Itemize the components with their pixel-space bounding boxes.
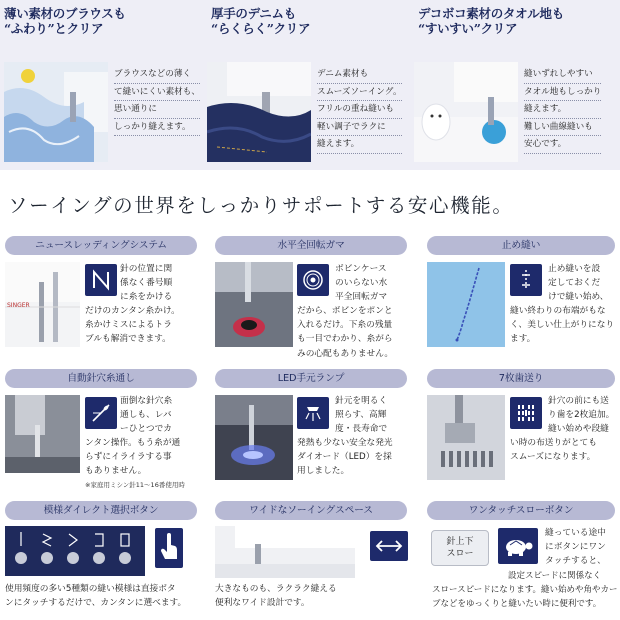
threading-text-line: ブルも解消できます。 [85,334,171,345]
pattern-select-text-line: 使用頻度の多い5種類の縫い模様は直接ボタ [5,584,176,594]
denim-text-line: 縫えます。 [317,136,402,154]
slow-button-face [431,530,489,566]
needle-threader-icon [85,397,117,429]
threading-text-line: 糸かけミスによるトラ [85,320,172,331]
threading-text-line: だけのカンタン糸かけ。 [85,306,180,316]
needle-threader-text-line: ンタン操作。もう糸が通 [85,438,181,448]
needle-threader-text-line: らずにイライラする事 [85,452,172,463]
lock-stitch-text-line: 定しておくだ [548,278,601,289]
bobbin-text-line: だから、ボビンをポンと [297,306,393,316]
feature-label-feed-dogs: 7枚歯送り [427,369,615,388]
wide-space-text-line: 大きなものも、ラクラク縫える [215,584,337,594]
blouse-text-line: ブラウスなどの薄く [114,66,200,84]
slow-button-text [545,526,606,569]
denim-title-line1: 厚手のデニムも [211,6,296,21]
denim-text-line: デニム素材も [317,66,402,84]
denim-text-line: フリルの重ね縫いも [317,101,402,119]
feed-dogs-text-line: り歯を2枚追加。 [548,410,615,421]
lock-stitch-text-line: ます。 [510,334,536,345]
lock-stitch-text-wide [510,304,614,347]
threading-n-icon [85,264,117,296]
pattern-select-text [5,582,186,610]
blouse-title-line1: 薄い素材のブラウスも [4,6,126,21]
denim-text [317,66,402,154]
bobbin-icon [297,264,329,296]
threading-text-line: 係なく番号順 [120,278,173,289]
bobbin-text-line: みの心配もありません。 [297,348,394,359]
towel-text-line: 縫えます。 [524,101,601,119]
bobbin-text [335,262,387,305]
led-text-line: 照らす、高輝 [335,410,387,421]
denim-text-line: 軽い調子でラクに [317,119,402,137]
led-text-line: ダイオード（LED）を採 [297,452,392,463]
towel-text-line: 難しい曲線縫いも [524,119,601,137]
slow-button-photo [427,526,495,571]
feed-dogs-text-line: い時の布送りがとても [510,438,597,448]
led-text-line: 針元を明るく [335,396,388,406]
feature-label-slow-button: ワンタッチスローボタン [427,501,615,520]
led-text-line: 用しました。 [297,466,350,477]
blouse-text-line: 思い通りに [114,101,200,119]
denim-title [211,6,310,36]
bobbin-photo [215,262,293,347]
blouse-text-line: しっかり縫えます。 [114,119,200,137]
led-photo [215,395,293,480]
needle-threader-text-line: ーひとつでカ [120,424,172,435]
needle-threader-text-line: 面倒な針穴糸 [120,396,173,406]
bobbin-text-line: のいらない水 [335,278,388,289]
towel-text-line: タオル地もしっかり [524,84,601,102]
led-text-line: 発熱も少ない安全な発光 [297,438,393,448]
led-text [335,394,387,437]
threading-text-line: に糸をかける [120,292,173,303]
slow-button-text-line: スロースピードになります。縫い始めや角やカー [432,585,618,596]
towel-title [418,6,564,36]
needle-threader-text-wide [85,436,180,479]
lock-stitch-text-line: 縫い終わりの布端がもな [510,306,606,316]
lock-stitch-photo [427,262,505,347]
wide-space-photo [215,526,355,578]
towel-text [524,66,601,154]
towel-title-line1: デコボコ素材のタオル地も [418,6,564,21]
needle-size-note: ※家庭用ミシン針11〜16番使用時 [85,481,185,489]
threading-text [120,262,172,305]
towel-text-line: 安心です。 [524,136,601,154]
feature-label-bobbin: 水平全回転ガマ [215,236,407,255]
feature-label-pattern-select: 模様ダイレクト選択ボタン [5,501,197,520]
pattern-select-text-line: ンにタッチするだけで、カンタンに選べます。 [5,598,187,608]
feed-dogs-icon [510,397,542,429]
feature-label-needle-threader: 自動針穴糸通し [5,369,197,388]
towel-section [414,0,620,170]
bobbin-text-wide [297,304,393,361]
feature-label-led: LED手元ランプ [215,369,407,388]
towel-text-line: 縫いずれしやすい [524,66,601,84]
denim-photo [207,62,311,162]
needle-threader-text-line: もありません。 [85,466,147,477]
feed-dogs-text-line: 針穴の前にも送 [548,396,609,406]
bobbin-text-line: 入れるだけ。下糸の残量 [297,320,393,331]
feature-label-threading: ニュースレッディングシステム [5,236,197,255]
blouse-title [4,6,126,36]
needle-threader-text-line: 通しも、レバ [120,410,172,421]
feed-dogs-text-line: スムーズになります。 [510,452,596,463]
wide-space-text [215,582,337,610]
needle-threader-photo [5,395,80,473]
finger-press-icon [155,528,183,568]
slow-button-text-line: 設定スピードに関係なく [508,571,602,581]
blouse-text [114,66,200,136]
slow-button-text-line: にボタンにワン [545,542,606,553]
towel-photo [414,62,518,162]
feed-dogs-text-line: 縫い始めや段縫 [548,424,609,435]
slow-button-label-line2: スロー [446,549,474,559]
slow-button-text-line: ブなどをゆっくりと縫いたい時に便利です。 [432,599,602,610]
slow-button-label-line1: 針上下 [446,537,474,547]
blouse-text-line: て縫いにくい素材も、 [114,84,200,102]
led-text-line: 度・長寿命で [335,424,388,435]
feed-dogs-text [548,394,614,437]
feature-label-lock-stitch: 止め縫い [427,236,615,255]
top-banner [0,0,620,170]
slow-button-text-line: タッチすると、 [545,556,606,567]
wide-space-text-line: 便利なワイド設計です。 [215,598,310,608]
needle-threader-text [120,394,172,437]
led-text-wide [297,436,393,479]
led-lamp-icon [297,397,329,429]
denim-section [207,0,414,170]
blouse-photo [4,62,108,162]
threading-text-wide [85,304,180,347]
lock-stitch-text-line: く、美しい仕上がりになり [510,320,615,331]
feed-dogs-text-wide [510,436,597,464]
lock-stitch-icon [510,264,542,296]
lock-stitch-text-line: けで縫い始め、 [548,292,609,303]
blouse-section [0,0,207,170]
bobbin-text-line: ボビンケース [335,264,387,274]
threading-text-line: 針の位置に関 [120,264,173,274]
slow-button-text-wide [432,569,618,612]
machine-brand-text: SINGER [7,302,30,309]
wide-arrows-icon [370,531,408,561]
slow-button-text-line: 縫っている途中 [545,528,606,538]
turtle-icon [498,528,538,564]
denim-text-line: スムーズソーイング。 [317,84,402,102]
lock-stitch-text [548,262,608,305]
pattern-buttons-photo [5,526,145,576]
feed-dogs-photo [427,395,505,480]
main-headline: ソーイングの世界をしっかりサポートする安心機能。 [8,194,514,217]
blouse-title-line2: “ふわり”とクリア [4,21,104,36]
lock-stitch-text-line: 止め縫いを設 [548,264,601,274]
bobbin-text-line: 平全回転ガマ [335,292,388,303]
bobbin-text-line: も一目でわかり、糸がら [297,334,393,345]
towel-title-line2: “すいすい”クリア [418,21,518,36]
feature-label-wide-space: ワイドなソーイングスペース [215,501,407,520]
denim-title-line2: “らくらく”クリア [211,21,311,36]
threading-photo [5,262,80,347]
